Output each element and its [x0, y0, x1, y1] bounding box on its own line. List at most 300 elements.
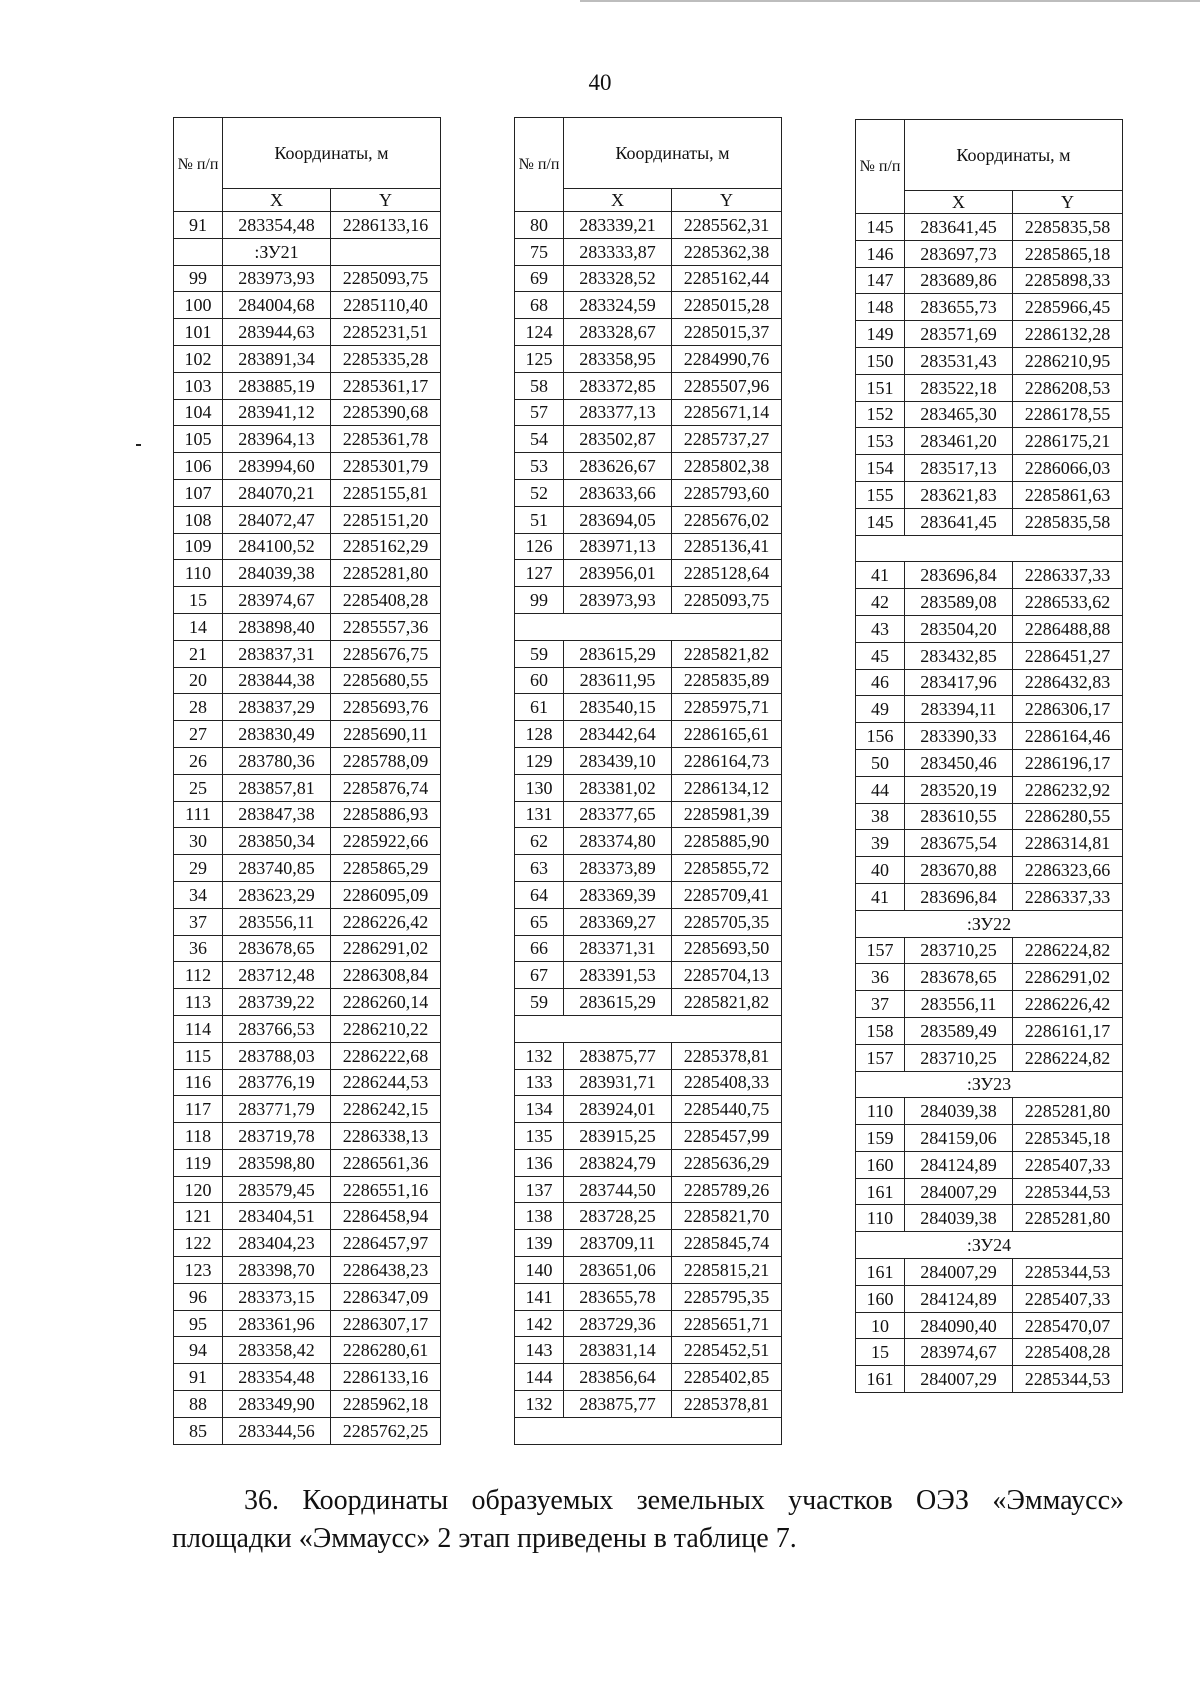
- x-coordinate-cell: 283847,38: [223, 801, 331, 828]
- y-coordinate-cell: 2285835,58: [1013, 214, 1123, 241]
- x-coordinate-cell: 283973,93: [564, 587, 672, 614]
- x-coordinate-cell: 283729,36: [564, 1310, 672, 1337]
- table-row: [856, 1044, 1123, 1071]
- point-number-cell: 65: [515, 908, 564, 935]
- y-coordinate-cell: 2285865,29: [331, 855, 441, 882]
- point-number-cell: 159: [856, 1125, 905, 1152]
- y-coordinate-cell: 2285408,28: [1013, 1339, 1123, 1366]
- point-number-cell: 123: [174, 1257, 223, 1284]
- table-row: [174, 319, 441, 346]
- x-coordinate-cell: 283615,29: [564, 989, 672, 1016]
- x-coordinate-cell: 283540,15: [564, 694, 672, 721]
- x-coordinate-cell: 283837,31: [223, 640, 331, 667]
- y-coordinate-cell: 2285361,78: [331, 426, 441, 453]
- point-number-cell: 110: [856, 1098, 905, 1125]
- y-coordinate-cell: 2285676,02: [672, 506, 782, 533]
- table-row: [856, 991, 1123, 1018]
- y-coordinate-cell: 2285557,36: [331, 613, 441, 640]
- coordinates-table-3: [855, 119, 1123, 1393]
- table-row: [174, 1337, 441, 1364]
- y-coordinate-cell: 2285705,35: [672, 908, 782, 935]
- y-coordinate-cell: 2285335,28: [331, 345, 441, 372]
- point-number-cell: 154: [856, 455, 905, 482]
- table-row: [174, 372, 441, 399]
- y-coordinate-cell: 2285362,38: [672, 238, 782, 265]
- x-coordinate-cell: 283358,95: [564, 345, 672, 372]
- table-row: [174, 721, 441, 748]
- x-coordinate-cell: 283719,78: [223, 1123, 331, 1150]
- x-coordinate-cell: 283678,65: [905, 964, 1013, 991]
- table-row: [174, 479, 441, 506]
- y-coordinate-cell: 2285408,28: [331, 587, 441, 614]
- x-coordinate-cell: 283391,53: [564, 962, 672, 989]
- point-number-cell: 50: [856, 749, 905, 776]
- column-header-coordinates: Координаты, м: [564, 118, 782, 189]
- table-row: [856, 857, 1123, 884]
- y-coordinate-cell: 2286533,62: [1013, 589, 1123, 616]
- y-coordinate-cell: 2285457,99: [672, 1123, 782, 1150]
- table-row: [174, 962, 441, 989]
- y-coordinate-cell: 2285390,68: [331, 399, 441, 426]
- point-number-cell: 126: [515, 533, 564, 560]
- y-coordinate-cell: 2285562,31: [672, 212, 782, 239]
- table-row: [856, 642, 1123, 669]
- table-row: [856, 776, 1123, 803]
- point-number-cell: 109: [174, 533, 223, 560]
- y-coordinate-cell: 2286222,68: [331, 1042, 441, 1069]
- x-coordinate-cell: 283611,95: [564, 667, 672, 694]
- point-number-cell: 142: [515, 1310, 564, 1337]
- x-coordinate-cell: 283465,30: [905, 401, 1013, 428]
- y-coordinate-cell: 2285301,79: [331, 453, 441, 480]
- y-coordinate-cell: 2286432,83: [1013, 669, 1123, 696]
- parcel-label-cell: :ЗУ24: [856, 1232, 1123, 1259]
- y-coordinate-cell: 2285704,13: [672, 962, 782, 989]
- table-row: [856, 267, 1123, 294]
- paragraph-line-1: 36. Координаты образуемых земельных участков ОЭЗ «Эммаусс»: [244, 1485, 1124, 1516]
- x-coordinate-cell: 283371,31: [564, 935, 672, 962]
- table-row: [515, 345, 782, 372]
- y-coordinate-cell: 2285093,75: [331, 265, 441, 292]
- y-coordinate-cell: 2286308,84: [331, 962, 441, 989]
- table-row: [856, 535, 1123, 562]
- table-row: [174, 1096, 441, 1123]
- y-coordinate-cell: 2286208,53: [1013, 374, 1123, 401]
- table-row: [174, 1417, 441, 1444]
- point-number-cell: 151: [856, 374, 905, 401]
- point-number-cell: 160: [856, 1151, 905, 1178]
- x-coordinate-cell: 283696,84: [905, 562, 1013, 589]
- table-row: [174, 212, 441, 239]
- point-number-cell: 28: [174, 694, 223, 721]
- table-row: [174, 989, 441, 1016]
- point-number-cell: 116: [174, 1069, 223, 1096]
- x-coordinate-cell: 283404,51: [223, 1203, 331, 1230]
- y-coordinate-cell: 2286164,73: [672, 747, 782, 774]
- x-coordinate-cell: 283394,11: [905, 696, 1013, 723]
- table-row: [515, 1015, 782, 1042]
- point-number-cell: 99: [515, 587, 564, 614]
- table-row: [174, 1042, 441, 1069]
- point-number-cell: 146: [856, 240, 905, 267]
- x-coordinate-cell: 283655,78: [564, 1283, 672, 1310]
- x-coordinate-cell: 283377,65: [564, 801, 672, 828]
- table-row: [515, 1149, 782, 1176]
- table-row: [515, 372, 782, 399]
- y-coordinate-cell: 2285110,40: [331, 292, 441, 319]
- point-number-cell: 51: [515, 506, 564, 533]
- table-row: [515, 855, 782, 882]
- column-header-x: X: [223, 189, 331, 212]
- table-row: [856, 428, 1123, 455]
- y-coordinate-cell: 2285378,81: [672, 1042, 782, 1069]
- table-row: [174, 694, 441, 721]
- point-number-cell: 15: [174, 587, 223, 614]
- point-number-cell: 62: [515, 828, 564, 855]
- point-number-cell: 102: [174, 345, 223, 372]
- point-number-cell: 53: [515, 453, 564, 480]
- point-number-cell: 121: [174, 1203, 223, 1230]
- y-coordinate-cell: 2285361,17: [331, 372, 441, 399]
- point-number-cell: 66: [515, 935, 564, 962]
- x-coordinate-cell: 283556,11: [905, 991, 1013, 1018]
- table-row: [174, 292, 441, 319]
- table-row: [515, 1417, 782, 1444]
- x-coordinate-cell: 283898,40: [223, 613, 331, 640]
- point-number-cell: 131: [515, 801, 564, 828]
- point-number-cell: 41: [856, 562, 905, 589]
- y-coordinate-cell: 2286323,66: [1013, 857, 1123, 884]
- y-coordinate-cell: 2285345,18: [1013, 1125, 1123, 1152]
- y-coordinate-cell: 2286095,09: [331, 881, 441, 908]
- point-number-cell: 136: [515, 1149, 564, 1176]
- table-row: [174, 1123, 441, 1150]
- y-coordinate-cell: 2285962,18: [331, 1391, 441, 1418]
- point-number-cell: 115: [174, 1042, 223, 1069]
- table-row: [856, 1285, 1123, 1312]
- table-row: [856, 964, 1123, 991]
- point-number-cell: 59: [515, 640, 564, 667]
- y-coordinate-cell: 2286242,15: [331, 1096, 441, 1123]
- y-coordinate-cell: 2285636,29: [672, 1149, 782, 1176]
- x-coordinate-cell: 283710,25: [905, 937, 1013, 964]
- x-coordinate-cell: 283520,19: [905, 776, 1013, 803]
- y-coordinate-cell: 2285651,71: [672, 1310, 782, 1337]
- y-coordinate-cell: 2285737,27: [672, 426, 782, 453]
- y-coordinate-cell: 2285885,90: [672, 828, 782, 855]
- point-number-cell: 49: [856, 696, 905, 723]
- point-number-cell: 37: [856, 991, 905, 1018]
- point-number-cell: 132: [515, 1042, 564, 1069]
- point-number-cell: 101: [174, 319, 223, 346]
- x-coordinate-cell: 283675,54: [905, 830, 1013, 857]
- y-coordinate-cell: 2285093,75: [672, 587, 782, 614]
- y-coordinate-cell: 2286134,12: [672, 774, 782, 801]
- point-number-cell: 112: [174, 962, 223, 989]
- x-coordinate-cell: 283850,34: [223, 828, 331, 855]
- y-coordinate-cell: [331, 238, 441, 265]
- table-row: [174, 774, 441, 801]
- y-coordinate-cell: 2285452,51: [672, 1337, 782, 1364]
- x-coordinate-cell: 283728,25: [564, 1203, 672, 1230]
- y-coordinate-cell: 2285136,41: [672, 533, 782, 560]
- x-coordinate-cell: 284007,29: [905, 1178, 1013, 1205]
- y-coordinate-cell: 2285440,75: [672, 1096, 782, 1123]
- x-coordinate-cell: 283651,06: [564, 1257, 672, 1284]
- x-coordinate-cell: 283831,14: [564, 1337, 672, 1364]
- point-number-cell: 10: [856, 1312, 905, 1339]
- table-row: [515, 989, 782, 1016]
- point-number-cell: 46: [856, 669, 905, 696]
- table-row: [174, 1203, 441, 1230]
- x-coordinate-cell: 284070,21: [223, 479, 331, 506]
- x-coordinate-cell: 284159,06: [905, 1125, 1013, 1152]
- point-number-cell: 103: [174, 372, 223, 399]
- x-coordinate-cell: 283615,29: [564, 640, 672, 667]
- x-coordinate-cell: 284039,38: [905, 1205, 1013, 1232]
- table-row: [515, 1203, 782, 1230]
- x-coordinate-cell: 283994,60: [223, 453, 331, 480]
- point-number-cell: 135: [515, 1123, 564, 1150]
- x-coordinate-cell: 283531,43: [905, 347, 1013, 374]
- table-row: [515, 801, 782, 828]
- y-coordinate-cell: 2286307,17: [331, 1310, 441, 1337]
- y-coordinate-cell: 2285795,35: [672, 1283, 782, 1310]
- point-number-cell: 134: [515, 1096, 564, 1123]
- y-coordinate-cell: 2286210,95: [1013, 347, 1123, 374]
- y-coordinate-cell: 2285693,76: [331, 694, 441, 721]
- table-row: [856, 481, 1123, 508]
- y-coordinate-cell: 2286338,13: [331, 1123, 441, 1150]
- y-coordinate-cell: 2285162,44: [672, 265, 782, 292]
- point-number-cell: 20: [174, 667, 223, 694]
- point-number-cell: 157: [856, 937, 905, 964]
- table-row: [856, 1017, 1123, 1044]
- y-coordinate-cell: 2286458,94: [331, 1203, 441, 1230]
- point-number-cell: 34: [174, 881, 223, 908]
- table-row: [856, 615, 1123, 642]
- table-row: [856, 214, 1123, 241]
- table-row: [174, 1230, 441, 1257]
- table-row: [515, 774, 782, 801]
- table-row: [515, 747, 782, 774]
- y-coordinate-cell: 2285966,45: [1013, 294, 1123, 321]
- point-number-cell: 57: [515, 399, 564, 426]
- blank-separator-row: [515, 1417, 782, 1444]
- point-number-cell: 36: [856, 964, 905, 991]
- y-coordinate-cell: 2286337,33: [1013, 883, 1123, 910]
- table-row: [856, 1205, 1123, 1232]
- table-row: [515, 560, 782, 587]
- x-coordinate-cell: 283837,29: [223, 694, 331, 721]
- x-coordinate-cell: 283504,20: [905, 615, 1013, 642]
- x-coordinate-cell: 283328,67: [564, 319, 672, 346]
- y-coordinate-cell: 2285676,75: [331, 640, 441, 667]
- x-coordinate-cell: 283710,25: [905, 1044, 1013, 1071]
- point-number-cell: 26: [174, 747, 223, 774]
- y-coordinate-cell: 2286244,53: [331, 1069, 441, 1096]
- y-coordinate-cell: 2285378,81: [672, 1391, 782, 1418]
- y-coordinate-cell: 2285709,41: [672, 881, 782, 908]
- x-coordinate-cell: 283973,93: [223, 265, 331, 292]
- x-coordinate-cell: 283339,21: [564, 212, 672, 239]
- y-coordinate-cell: 2285690,11: [331, 721, 441, 748]
- table-row: [856, 1312, 1123, 1339]
- point-number-cell: 30: [174, 828, 223, 855]
- point-number-cell: 107: [174, 479, 223, 506]
- table-row: [856, 1366, 1123, 1393]
- table-row: [856, 562, 1123, 589]
- point-number-cell: 156: [856, 723, 905, 750]
- table-row: [174, 426, 441, 453]
- point-number-cell: 43: [856, 615, 905, 642]
- table-row: [515, 399, 782, 426]
- table-row: [174, 533, 441, 560]
- column-header-y: Y: [1013, 191, 1123, 214]
- x-coordinate-cell: 283875,77: [564, 1042, 672, 1069]
- y-coordinate-cell: 2286551,16: [331, 1176, 441, 1203]
- column-header-coordinates: Координаты, м: [905, 120, 1123, 191]
- x-coordinate-cell: 283689,86: [905, 267, 1013, 294]
- table-row: [174, 801, 441, 828]
- point-number-cell: 110: [174, 560, 223, 587]
- point-number-cell: 118: [174, 1123, 223, 1150]
- point-number-cell: 137: [515, 1176, 564, 1203]
- x-coordinate-cell: 284039,38: [223, 560, 331, 587]
- table-row: [515, 1337, 782, 1364]
- x-coordinate-cell: 283931,71: [564, 1069, 672, 1096]
- table-row: [174, 560, 441, 587]
- point-number-cell: 147: [856, 267, 905, 294]
- table-row: [856, 1071, 1123, 1098]
- table-row: [515, 1283, 782, 1310]
- table-row: [515, 962, 782, 989]
- table-row: [174, 640, 441, 667]
- x-coordinate-cell: 283891,34: [223, 345, 331, 372]
- y-coordinate-cell: 2286232,92: [1013, 776, 1123, 803]
- blank-separator-row: [515, 613, 782, 640]
- table-row: [174, 747, 441, 774]
- x-coordinate-cell: 283324,59: [564, 292, 672, 319]
- x-coordinate-cell: 283589,08: [905, 589, 1013, 616]
- y-coordinate-cell: 2286210,22: [331, 1015, 441, 1042]
- x-coordinate-cell: 283442,64: [564, 721, 672, 748]
- point-number-cell: 60: [515, 667, 564, 694]
- y-coordinate-cell: 2285162,29: [331, 533, 441, 560]
- point-number-cell: 153: [856, 428, 905, 455]
- point-number-cell: 41: [856, 883, 905, 910]
- table-row: [515, 1069, 782, 1096]
- point-number-cell: 148: [856, 294, 905, 321]
- x-coordinate-cell: 283740,85: [223, 855, 331, 882]
- y-coordinate-cell: 2285671,14: [672, 399, 782, 426]
- point-number-cell: 130: [515, 774, 564, 801]
- y-coordinate-cell: 2285821,82: [672, 989, 782, 1016]
- x-coordinate-cell: 283974,67: [905, 1339, 1013, 1366]
- point-number-cell: 145: [856, 508, 905, 535]
- point-number-cell: 138: [515, 1203, 564, 1230]
- table-row: [856, 669, 1123, 696]
- x-coordinate-cell: 283517,13: [905, 455, 1013, 482]
- column-header-number: № п/п: [174, 118, 223, 212]
- y-coordinate-cell: 2286175,21: [1013, 428, 1123, 455]
- y-coordinate-cell: 2286451,27: [1013, 642, 1123, 669]
- x-coordinate-cell: 283354,48: [223, 1364, 331, 1391]
- point-number-cell: 152: [856, 401, 905, 428]
- table-row: [174, 1176, 441, 1203]
- y-coordinate-cell: 2286165,61: [672, 721, 782, 748]
- column-header-number: № п/п: [515, 118, 564, 212]
- table-row: [515, 1364, 782, 1391]
- table-row: [856, 830, 1123, 857]
- y-coordinate-cell: 2285835,58: [1013, 508, 1123, 535]
- point-number-cell: 100: [174, 292, 223, 319]
- point-number-cell: 69: [515, 265, 564, 292]
- coordinates-table-1: [173, 117, 441, 1445]
- point-number-cell: 122: [174, 1230, 223, 1257]
- point-number-cell: 94: [174, 1337, 223, 1364]
- x-coordinate-cell: 283824,79: [564, 1149, 672, 1176]
- y-coordinate-cell: 2285470,07: [1013, 1312, 1123, 1339]
- y-coordinate-cell: 2285680,55: [331, 667, 441, 694]
- column-header-x: X: [905, 191, 1013, 214]
- x-coordinate-cell: 283432,85: [905, 642, 1013, 669]
- x-coordinate-cell: 283623,29: [223, 881, 331, 908]
- x-coordinate-cell: 283344,56: [223, 1417, 331, 1444]
- point-number-cell: 144: [515, 1364, 564, 1391]
- y-coordinate-cell: 2286291,02: [1013, 964, 1123, 991]
- point-number-cell: 36: [174, 935, 223, 962]
- point-number-cell: 145: [856, 214, 905, 241]
- y-coordinate-cell: 2286066,03: [1013, 455, 1123, 482]
- point-number-cell: [174, 238, 223, 265]
- point-number-cell: 161: [856, 1366, 905, 1393]
- point-number-cell: 158: [856, 1017, 905, 1044]
- column-header-x: X: [564, 189, 672, 212]
- x-coordinate-cell: 283844,38: [223, 667, 331, 694]
- x-coordinate-cell: 283372,85: [564, 372, 672, 399]
- y-coordinate-cell: 2284990,76: [672, 345, 782, 372]
- point-number-cell: 52: [515, 479, 564, 506]
- x-coordinate-cell: 284124,89: [905, 1151, 1013, 1178]
- coordinates-table-2: [514, 117, 782, 1445]
- x-coordinate-cell: 283374,80: [564, 828, 672, 855]
- table-row: [174, 1391, 441, 1418]
- point-number-cell: 67: [515, 962, 564, 989]
- y-coordinate-cell: 2285855,72: [672, 855, 782, 882]
- y-coordinate-cell: 2285407,33: [1013, 1285, 1123, 1312]
- point-number-cell: 44: [856, 776, 905, 803]
- y-coordinate-cell: 2285922,66: [331, 828, 441, 855]
- x-coordinate-cell: 284007,29: [905, 1366, 1013, 1393]
- x-coordinate-cell: 283974,67: [223, 587, 331, 614]
- table-row: [515, 640, 782, 667]
- x-coordinate-cell: 283610,55: [905, 803, 1013, 830]
- x-coordinate-cell: 284124,89: [905, 1285, 1013, 1312]
- point-number-cell: 91: [174, 212, 223, 239]
- x-coordinate-cell: 283971,13: [564, 533, 672, 560]
- x-coordinate-cell: 283579,45: [223, 1176, 331, 1203]
- y-coordinate-cell: 2285886,93: [331, 801, 441, 828]
- table-row: [856, 321, 1123, 348]
- x-coordinate-cell: 283328,52: [564, 265, 672, 292]
- y-coordinate-cell: 2286280,61: [331, 1337, 441, 1364]
- y-coordinate-cell: 2286314,81: [1013, 830, 1123, 857]
- point-number-cell: 54: [515, 426, 564, 453]
- y-coordinate-cell: 2285793,60: [672, 479, 782, 506]
- point-number-cell: 139: [515, 1230, 564, 1257]
- table-row: [174, 587, 441, 614]
